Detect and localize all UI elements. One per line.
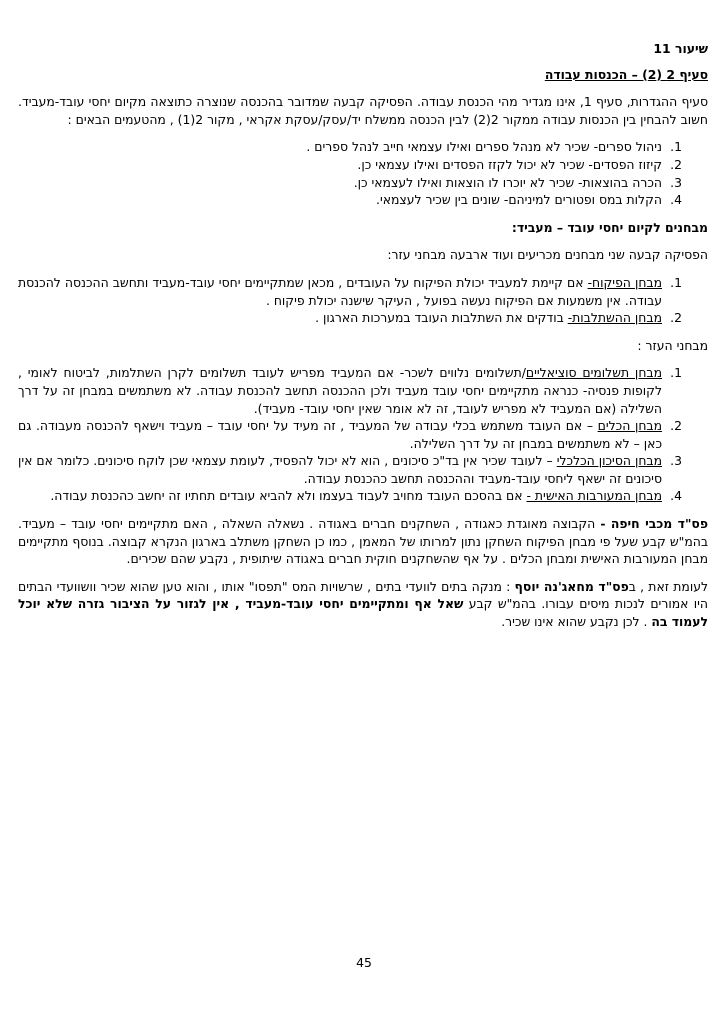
- list-item: 3. מבחן הסיכון הכלכלי – לעובד שכיר אין בד"כ סיכונים , הוא לא יכול להפסיד, לעומת עצמאי שכן לוקח סיכונים. כלומר אם אין סיכונים זה ישאף ליחסי עובד-מעביד וההכנסה תחשב כהכנסת עבודה.: [18, 453, 682, 486]
- case-maccabi-haifa: פס"ד מכבי חיפה - הקבוצה מאוגדת כאגודה , השחקנים חברים באגודה . נשאלה השאלה , האם מתקיימים יחסי עובד – מעביד. בהמ"ש קבע שעל פי מבחן הפיקוח השחקן נתון למרותו של המאמן , כמו כן השחקן משתלב בארגון הנקרא קבוצה. בנוסף מתקיימים מבחן המעורבות האישית ומבחן הכלים . על אף שהשחקנים חוקית חברים באגודה שיתופית , נקבע שהם שכירים.: [18, 516, 708, 567]
- ruling-highlight: שאל אף ומתקיימים יחסי עובד-מעביד , אין לגזור על הציבור גזרה שלא יוכל לעמוד בה: [18, 596, 708, 630]
- list-item: 1. מבחן תשלומים סוציאליים/תשלומים נלווים לשכר- אם המעביד מפריש לעובד תשלומים לקרן השתלמות, לביטוח לאומי , לקופות פנסיה- כנראה מתקיימים יחסי עובד מעביד ולכן ההכנסה תחשב להכנסת עבודה. לא משתמשים במבחן זה על דרך השלילה (אם המעביד לא מפריש לעובד, זה לא אומר שאין יחסי עובד- מעביד).: [18, 365, 682, 416]
- spacer: [18, 128, 708, 138]
- test-name: מבחן ההשתלבות-: [567, 310, 662, 326]
- tests-heading: מבחנים לקיום יחסי עובד – מעביד:: [511, 219, 708, 235]
- list-item: 2. מבחן הכלים – אם העובד משתמש בכלי עבודה של המעביד , זה מעיד על יחסי עובד – מעביד וישאף להכנסה מעבודה. גם כאן – לא משתמשים במבחן זה על דרך השלילה.: [18, 418, 682, 451]
- spacer: [18, 327, 708, 337]
- list-item: 1. מבחן הפיקוח- אם קיימת למעביד יכולת הפיקוח על העובדים , מכאן שמתקיימים יחסי עובד-מעביד ותחשב ההכנסה להכנסת עבודה. אין משמעות אם הפיקוח נעשה בפועל , העיקר שישנה יכולת פיקוח .: [18, 274, 682, 308]
- intro-paragraph: סעיף ההגדרות, סעיף 1, אינו מגדיר מהי הכנסת עבודה. הפסיקה קבעה שמדובר בהכנסה שנוצרה כתוצאה מקיום יחסי עובד-מעביד. חשוב להבחין בין הכנסות עבודה ממקור 2(2) לבין הכנסה ממשלח יד/עסק/עסקת אקראי , מקור 2(1) , מהטעמים הבאים :: [18, 94, 708, 127]
- aux-tests-list: [18, 364, 708, 505]
- list-item: 4. הקלות במס ופטורים למיניהם- שונים בין שכיר לעצמאי.: [376, 192, 682, 208]
- tests-intro: הפסיקה קבעה שני מבחנים מכריעים ועוד ארבעה מבחני עזר:: [387, 247, 708, 263]
- list-item: 4. מבחן המעורבות האישית - אם בהסכם העובד מחויב לעבוד בעצמו ולא להביא עובדים תחתיו זה יחשב כהכנסת עבודה.: [50, 488, 682, 504]
- list-item: 1. ניהול ספרים- שכיר לא מנהל ספרים ואילו עצמאי חייב לנהל ספרים .: [306, 139, 682, 155]
- list-item: 2. קיזוז הפסדים- שכיר לא יכול לקזז הפסדים ואילו עצמאי כן.: [357, 156, 682, 172]
- main-tests-list: [18, 274, 708, 327]
- spacer: [18, 505, 708, 515]
- test-name: מבחן הכלים: [597, 418, 662, 434]
- test-name: מבחן הפיקוח-: [587, 274, 662, 290]
- spacer: [18, 264, 708, 274]
- case-name: פס"ד מכבי חיפה -: [600, 516, 708, 532]
- list-item: 3. הכרה בהוצאות- שכיר לא יוכרו לו הוצאות ואילו לעצמאי כן.: [353, 174, 682, 190]
- aux-heading: מבחני העזר :: [637, 337, 708, 353]
- case-name: פס"ד מחאג'נה יוסף: [514, 578, 629, 594]
- section-title: סעיף 2 (2) – הכנסות עבודה: [544, 66, 708, 82]
- reasons-list: [18, 138, 708, 208]
- spacer: [18, 209, 708, 219]
- page-number: 45: [356, 955, 372, 971]
- lesson-title: שיעור 11: [653, 41, 708, 56]
- test-name: מבחן המעורבות האישית -: [526, 488, 662, 504]
- list-item: 2. מבחן ההשתלבות- בודקים את השתלבות העובד במערכות הארגון .: [315, 310, 682, 326]
- spacer: [18, 236, 708, 246]
- case-mahajna-yosef: לעומת זאת , בפס"ד מחאג'נה יוסף : מנקה בתים לוועדי בתים , שרשויות המס "תפסו" אותו , והוא טען שהוא שכיר וושוועדי הבתים היו אמורים לנכות מיסים עבורו. בהמ"ש קבע שאל אף ומתקיימים יחסי עובד-מעביד , אין לגזור על הציבור גזרה שלא יוכל לעמוד בה . לכן נקבע שהוא אינו שכיר.: [18, 578, 709, 630]
- spacer: [18, 568, 708, 578]
- spacer: [18, 354, 708, 364]
- test-name: מבחן תשלומים סוציאליים: [525, 365, 662, 381]
- test-name: מבחן הסיכון הכלכלי: [556, 453, 662, 469]
